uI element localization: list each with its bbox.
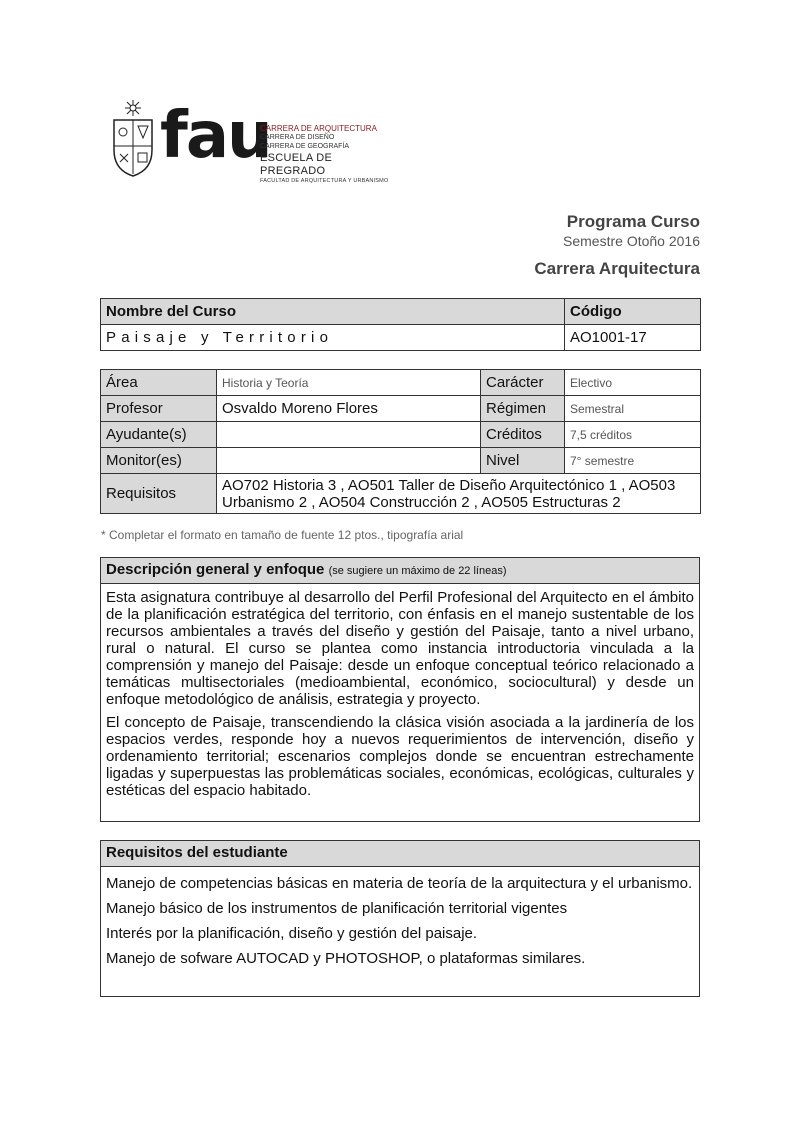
- program-title: Programa Curso: [566, 212, 700, 231]
- course-name-value: Paisaje y Territorio: [101, 325, 565, 351]
- requirements-header: Requisitos del estudiante: [101, 841, 699, 867]
- ayudantes-value: [217, 422, 481, 448]
- description-paragraph: Esta asignatura contribuye al desarrollo del Perfil Profesional del Arquitecto en el ámbito de la planificación estratégica del territorio, con énfasis en el manejo sustentable de los recursos ambientales a través del diseño y gestión del Paisaje, tanto a nivel urbano, rural o natural. El curso se plantea como instancia introductoria vinculada a la comprensión y manejo del Paisaje: desde un enfoque conceptual teórico relacionado a temáticas multisectoriales (medioambiental, económico, sociocultural) y desde un enfoque metodológico de análisis, estrategia y proyecto.: [106, 589, 694, 708]
- fau-logo: [110, 98, 400, 184]
- description-section: [100, 557, 700, 822]
- description-title: Descripción general y enfoque: [106, 561, 325, 578]
- description-header: [101, 558, 699, 584]
- requisitos-label: Requisitos: [101, 474, 217, 514]
- nivel-label: Nivel: [481, 448, 565, 474]
- requirements-body: [101, 867, 699, 967]
- fau-wordmark: fau: [160, 99, 271, 173]
- creditos-label: Créditos: [481, 422, 565, 448]
- logo-line-diseno: CARRERA DE DISEÑO: [260, 134, 335, 141]
- regimen-value: Semestral: [565, 396, 701, 422]
- requirement-item: Manejo de competencias básicas en materia de teoría de la arquitectura y el urbanismo.: [106, 875, 693, 892]
- requirement-item: Interés por la planificación, diseño y gestión del paisaje.: [106, 925, 478, 942]
- university-seal-icon: [110, 98, 156, 178]
- description-paragraph: El concepto de Paisaje, transcendiendo la clásica visión asociada a la jardinería de los espacios verdes, responde hoy a nuevos requerimientos de intervención, diseño y ordenamiento territorial; escenarios complejos donde se encuentran estrechamente ligadas y superpuestas las problemáticas sociales, económicas, ecológicas, culturales y estéticas del espacio habitado.: [106, 714, 694, 799]
- caracter-label: Carácter: [481, 370, 565, 396]
- description-line-limit: (se sugiere un máximo de 22 líneas): [328, 565, 507, 577]
- logo-line-escuela: ESCUELA DE PREGRADO: [260, 152, 333, 177]
- ayudantes-label: Ayudante(s): [101, 422, 217, 448]
- requirement-item: Manejo de sofware AUTOCAD y PHOTOSHOP, o plataformas similares.: [106, 950, 586, 967]
- area-value: Historia y Teoría: [217, 370, 481, 396]
- course-name-header: Nombre del Curso: [101, 299, 565, 325]
- career-label: Carrera Arquitectura: [534, 259, 700, 278]
- profesor-label: Profesor: [101, 396, 217, 422]
- area-label: Área: [101, 370, 217, 396]
- course-table: [100, 298, 701, 351]
- caracter-value: Electivo: [565, 370, 701, 396]
- regimen-label: Régimen: [481, 396, 565, 422]
- monitores-label: Monitor(es): [101, 448, 217, 474]
- logo-line-facultad: FACULTAD DE ARQUITECTURA Y URBANISMO: [260, 178, 389, 184]
- course-info-table: [100, 369, 701, 514]
- student-requirements-section: [100, 840, 700, 997]
- profesor-value: Osvaldo Moreno Flores: [217, 396, 481, 422]
- format-note: * Completar el formato en tamaño de fuente 12 ptos., tipografía arial: [101, 528, 464, 542]
- semester-label: Semestre Otoño 2016: [563, 233, 700, 249]
- fau-logo-lines: [260, 124, 400, 185]
- course-code-header: Código: [565, 299, 701, 325]
- monitores-value: [217, 448, 481, 474]
- nivel-value: 7° semestre: [565, 448, 701, 474]
- requirement-item: Manejo básico de los instrumentos de planificación territorial vigentes: [106, 900, 568, 917]
- logo-line-arquitectura: CARRERA DE ARQUITECTURA: [260, 124, 377, 133]
- logo-line-geografia: CARRERA DE GEOGRAFÍA: [260, 143, 350, 150]
- description-body: [101, 584, 699, 799]
- requisitos-value: AO702 Historia 3 , AO501 Taller de Diseño Arquitectónico 1 , AO503 Urbanismo 2 , AO504 Construcción 2 , AO505 Estructuras 2: [217, 474, 701, 514]
- course-code-value: AO1001-17: [565, 325, 701, 351]
- creditos-value: 7,5 créditos: [565, 422, 701, 448]
